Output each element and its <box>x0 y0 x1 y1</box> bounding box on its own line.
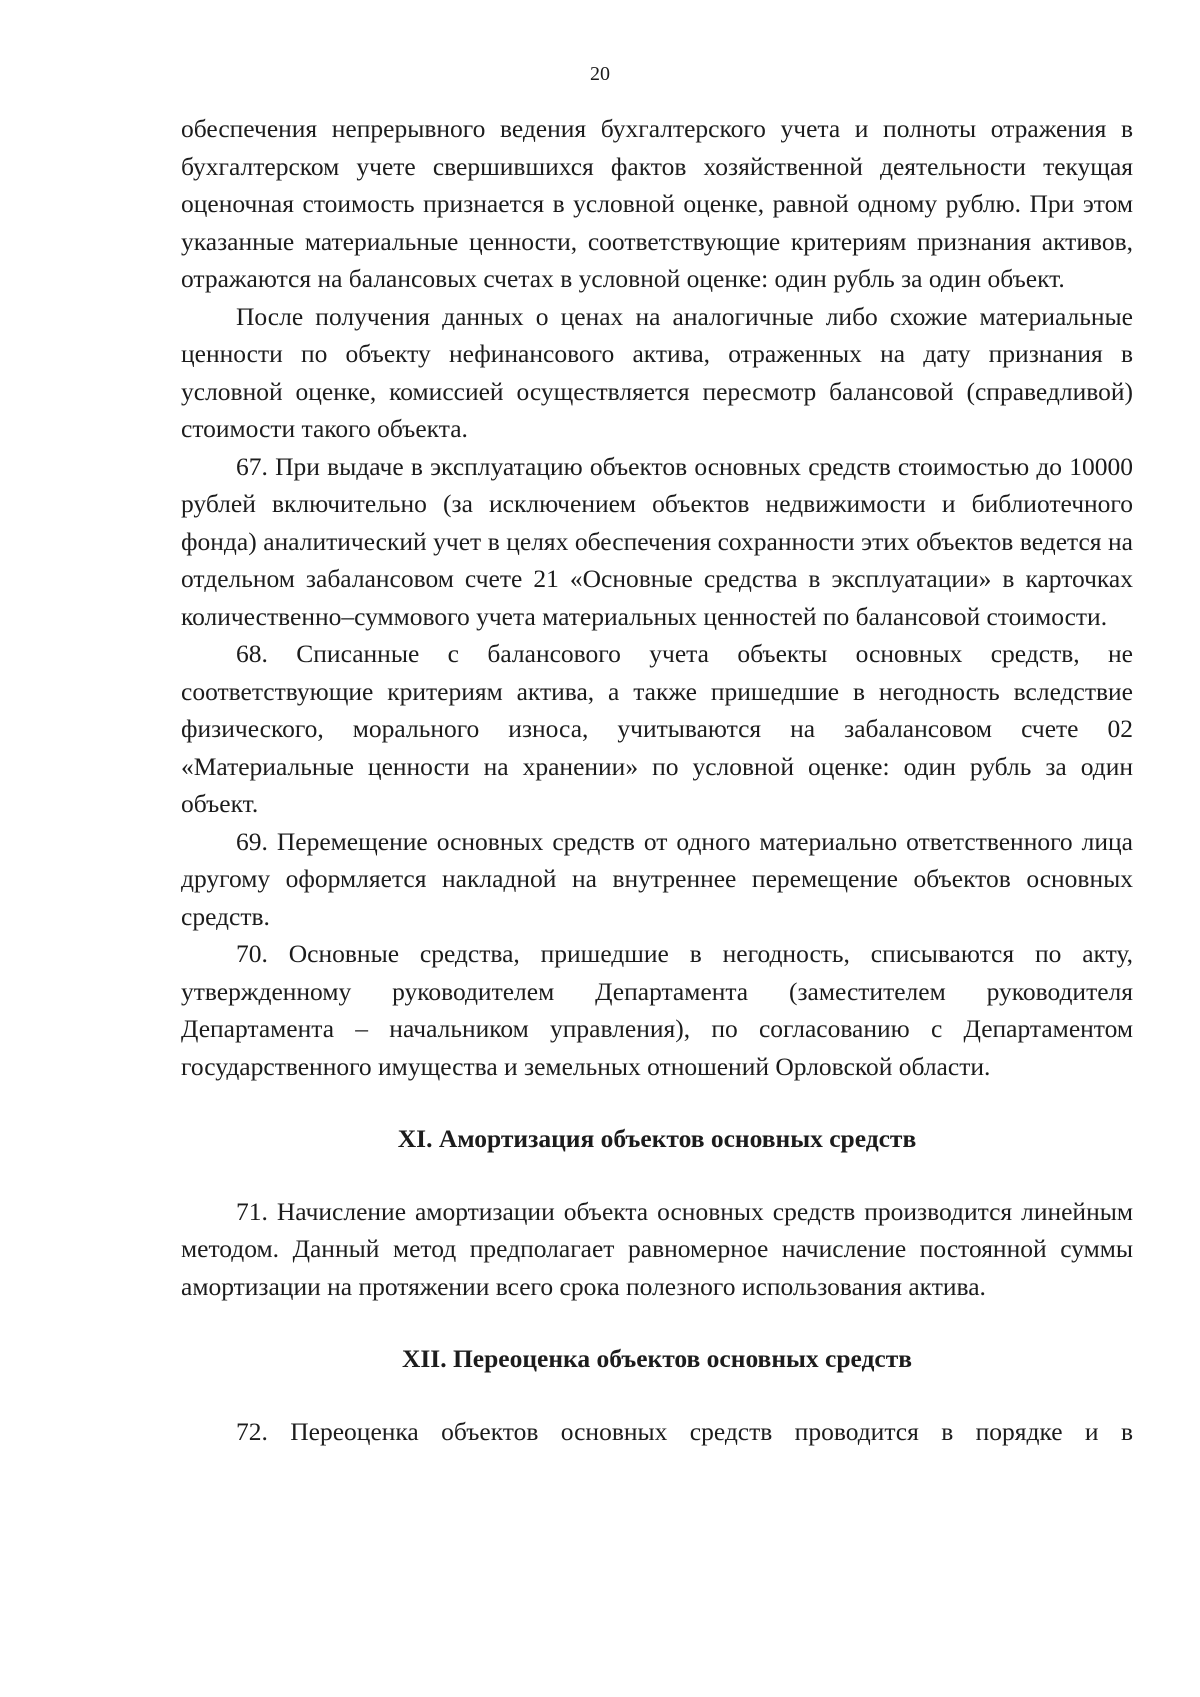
paragraph-revaluation-note: После получения данных о ценах на аналогичные либо схожие материальные ценности по объекту нефинансового актива, отраженных на дату признания в условной оценке, комиссией осуществляется пересмотр балансовой (справедливой) стоимости такого объекта. <box>181 301 1133 443</box>
paragraph-67: 67. При выдаче в эксплуатацию объектов основных средств стоимостью до 10000 рублей включительно (за исключением объектов недвижимости и библиотечного фонда) аналитический учет в целях обеспечения сохранности этих объектов ведется на отдельном забалансовом счете 21 «Основные средства в эксплуатации» в карточках количественно–суммового учета материальных ценностей по балансовой стоимости. <box>181 451 1133 631</box>
paragraph-70: 70. Основные средства, пришедшие в негодность, списываются по акту, утвержденному руководителем Департамента (заместителем руководителя Департамента – начальником управления), по согласованию с Департаментом государственного имущества и земельных отношений Орловской области. <box>181 939 1133 1081</box>
section-heading-xi: XI. Амортизация объектов основных средств <box>397 1124 917 1153</box>
paragraph-71: 71. Начисление амортизации объекта основных средств производится линейным методом. Данный метод предполагает равномерное начисление постоянной суммы амортизации на протяжении всего срока полезного использования актива. <box>181 1196 1133 1301</box>
paragraph-69: 69. Перемещение основных средств от одного материально ответственного лица другому оформляется накладной на внутреннее перемещение объектов основных средств. <box>181 826 1133 931</box>
section-heading-xii: XII. Переоценка объектов основных средств <box>401 1344 913 1373</box>
paragraph-68: 68. Списанные с балансового учета объекты основных средств, не соответствующие критериям актива, а также пришедшие в негодность вследствие физического, морального износа, учитываются на забалансовом счете 02 «Материальные ценности на хранении» по условной оценке: один рубль за один объект. <box>181 639 1133 818</box>
paragraph-72: 72. Переоценка объектов основных средств проводится в порядке и в <box>236 1416 1133 1446</box>
paragraph-continuation: обеспечения непрерывного ведения бухгалтерского учета и полноты отражения в бухгалтерском учете свершившихся фактов хозяйственной деятельности текущая оценочная стоимость признается в условной оценке, равной одному рублю. При этом указанные материальные ценности, соответствующие критериям признания активов, отражаются на балансовых счетах в условной оценке: один рубль за один объект. <box>181 114 1133 293</box>
page-number: 20 <box>590 63 610 85</box>
document-body <box>181 110 1133 1450</box>
